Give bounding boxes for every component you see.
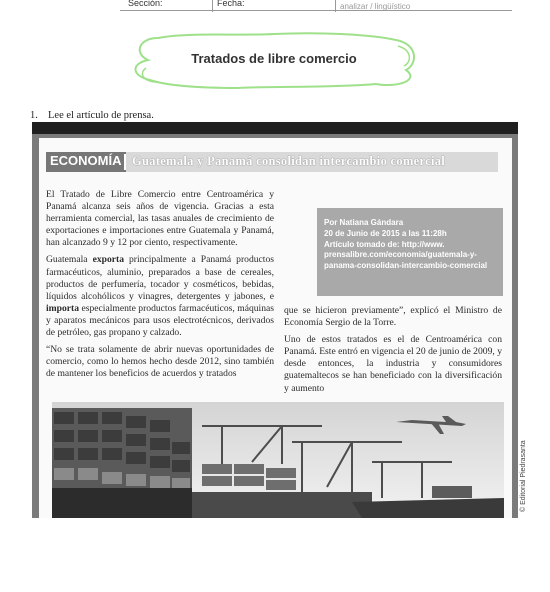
form-underline: [120, 10, 512, 11]
article-column-left: [46, 189, 274, 385]
hint-text: analizar / lingüístico: [340, 2, 411, 11]
title-cloud: [128, 30, 420, 90]
section-box: [46, 152, 126, 172]
fecha-label: Fecha:: [217, 0, 245, 8]
p2-exporta: exporta: [92, 254, 124, 266]
article-headline: [132, 154, 445, 169]
p2-text-c: especialmente productos farmacéuticos, máquinas y aparatos mecánicos para usos electrotécnicos, derivados de petróleo, gas propano y calzado.: [46, 302, 274, 339]
article-frame-top: [32, 122, 518, 134]
paragraph-1: El Tratado de Libre Comercio entre Centroamérica y Panamá alcanza seis años de vigencia. Gracias a esta herramienta comercial, las tasas anuales de crecimiento de exportaciones e importaciones entre Guatemala y Panamá, han alcanzado 9 y 12 por ciento, respectivamente.: [46, 189, 274, 249]
seccion-label: Sección:: [128, 0, 163, 8]
instruction-number: 1.: [30, 110, 38, 121]
section-divider: [124, 154, 126, 170]
instruction: [30, 110, 154, 121]
paragraph-3: “No se trata solamente de abrir nuevas oportunidades de comercio, como lo hemos hecho desde 2012, sino también de mantener los beneficios de acuerdos y tratados: [46, 344, 274, 380]
paragraph-2: [46, 254, 274, 339]
paragraph-5: Uno de estos tratados es el de Centroamérica con Panamá. Este entró en vigencia el 20 de junio de 2009, y desde entonces, la industria y consumidores guatemaltecos se han beneficiado con la diversificación y aumento: [284, 334, 502, 394]
instruction-text: Lee el artículo de prensa.: [48, 110, 154, 121]
page-title: Tratados de libre comercio: [191, 51, 357, 66]
p2-text-b: principalmente a Panamá productos farmacéuticos, aluminio, preparados a base de cereales, productos de perfumería, tocador y cosméticos, bebidas, líquidos alcohólicos y vinagres, detergentes y jabones, e: [46, 254, 274, 302]
port-photo: [52, 402, 504, 518]
byline: [324, 218, 502, 272]
headline-text: Guatemala y Panamá consolidan intercambio comercial: [132, 154, 446, 168]
article-column-right: [284, 305, 502, 400]
side-credit-wrap: [520, 440, 530, 592]
paragraph-4: que se hicieron previamente”, explicó el Ministro de Economía Sergio de la Torre.: [284, 305, 502, 329]
byline-source-2: prensalibre.com/economia/guatemala-y-: [324, 250, 477, 260]
container-stack: [52, 408, 192, 518]
p2-text-a: Guatemala: [46, 254, 93, 266]
byline-date: 20 de Junio de 2015 a las 11:28h: [324, 228, 447, 238]
form-strip: [0, 0, 550, 14]
p2-importa: importa: [46, 302, 80, 314]
byline-source: Artículo tomado de: http://www.: [324, 239, 445, 249]
byline-author: Por Natiana Gándara: [324, 218, 404, 227]
byline-source-3: panama-consolidan-intercambio-comercial: [324, 261, 488, 271]
side-credit: © Editorial Piedrasanta: [520, 440, 527, 512]
section-label: ECONOMÍA: [50, 153, 122, 168]
